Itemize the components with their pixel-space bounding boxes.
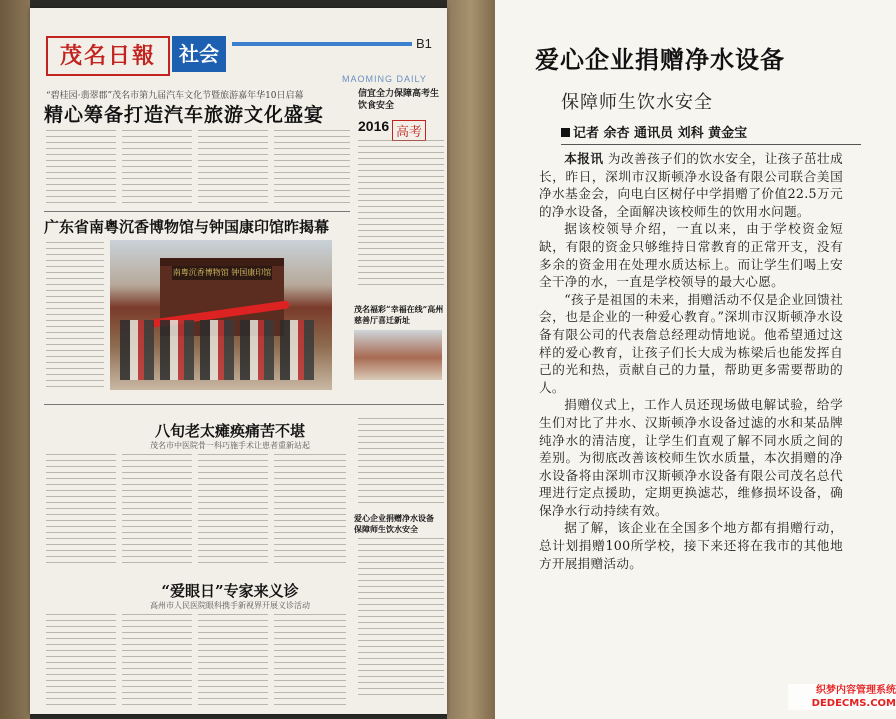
section-name: 社会 — [172, 36, 226, 72]
text-column — [358, 538, 444, 698]
article-body — [539, 150, 843, 572]
gaokao-badge: 高考 — [392, 120, 426, 141]
byline-square-icon — [561, 128, 570, 137]
text-column — [122, 454, 192, 564]
ceremony-photo — [110, 240, 332, 390]
text-column — [274, 130, 350, 208]
text-column — [198, 614, 268, 706]
masthead — [46, 36, 446, 84]
headline-3-sub: 茂名市中医院骨一科巧施手术让患者重新站起 — [150, 441, 310, 450]
text-column — [358, 418, 444, 506]
side-promo: 信宜全力保障高考生饮食安全 — [358, 89, 440, 111]
headline1-kicker: “碧桂园·翡翠郡”茂名市第九届汽车文化节暨旅游嘉年华10日启幕 — [46, 91, 304, 101]
text-column — [46, 130, 116, 208]
byline-text: 记者 余杏 通讯员 刘科 黄金宝 — [573, 126, 748, 141]
article-subtitle: 保障师生饮水安全 — [561, 92, 713, 113]
headline-3: 八旬老太瘫痪痛苦不堪 — [154, 422, 305, 440]
article-lead: 本报讯 — [564, 151, 604, 166]
text-column — [46, 614, 116, 706]
headline-2: 广东省南粤沉香博物馆与钟国康印馆昨揭幕 — [44, 218, 330, 236]
article-paragraph-5: 据了解，该企业在全国多个地方都有捐赠行动，总计划捐赠100所学校，接下来还将在我市的其他地方开展捐赠活动。 — [539, 520, 843, 571]
article-paragraph-4: 捐赠仪式上，工作人员还现场做电解试验，给学生们对比了井水、汉斯顿净水设备过滤的水和某品牌纯净水的清洁度，让学生们直观了解不同水质之间的差别。为彻底改善该校师生饮水质量，本次捐赠的净水设备将由深圳市汉斯顿净水设备有限公司茂名总代理进行定点援助，定期更换滤芯，维修损坏设备，确保净水行动持续有效。 — [539, 397, 843, 518]
article-byline — [561, 122, 861, 145]
text-column — [122, 130, 192, 208]
side-box-2: 爱心企业捐赠净水设备 保障师生饮水安全 — [354, 513, 434, 534]
text-column — [122, 614, 192, 706]
masthead-english: MAOMING DAILY — [342, 74, 427, 84]
text-column — [46, 242, 104, 392]
newspaper-page — [30, 8, 447, 714]
watermark-line-1: 织梦内容管理系统 — [816, 685, 896, 696]
watermark-line-2: DEDECMS.COM — [811, 698, 896, 709]
side-box-1: 茂名福彩“幸福在线”高州慈善厅喜迁新址 — [354, 304, 444, 325]
headline-4-sub: 高州市人民医院眼科携手新视界开展义诊活动 — [150, 601, 310, 610]
text-column — [198, 130, 268, 208]
article-paragraph-3: “孩子是祖国的未来，捐赠活动不仅是企业回馈社会，也是企业的一种爱心教育。”深圳市汉斯顿净水设备有限公司的代表詹总经理动情地说。他希望通过这样的爱心教育，让孩子们长大成为栋梁后也能发挥自己的光和热，贡献自己的力量，帮助更多需要帮助的人。 — [539, 291, 843, 395]
text-column — [358, 140, 444, 290]
wood-background-left — [0, 0, 30, 719]
article-paragraph-1: 为改善孩子们的饮水安全，让孩子茁壮成长，昨日，深圳市汉斯顿净水设备有限公司联合美国净水基金会，向电白区树仔中学捐赠了价值22.5万元的净水设备，全面解决该校师生的饮用水问题。 — [539, 151, 843, 219]
article-paragraph — [539, 150, 843, 220]
article-closeup — [495, 0, 896, 719]
page-number: B1 — [416, 36, 432, 51]
small-photo — [354, 330, 442, 380]
ceremony-guests — [120, 320, 320, 380]
headline-4: “爱眼日”专家来义诊 — [161, 582, 299, 600]
headline-1: 精心筹备打造汽车旅游文化盛宴 — [44, 104, 325, 126]
wood-background-middle — [447, 0, 495, 719]
text-column — [198, 454, 268, 564]
text-column — [46, 454, 116, 564]
year-label: 2016 — [358, 118, 390, 134]
newspaper-logo: 茂名日報 — [46, 36, 170, 76]
text-column — [274, 454, 346, 564]
museum-plaque: 南粤沉香博物馆 钟国康印馆 — [172, 266, 272, 280]
article-title: 爱心企业捐赠净水设备 — [535, 45, 785, 74]
watermark — [788, 684, 896, 710]
divider — [44, 404, 444, 405]
divider — [44, 211, 350, 212]
masthead-rule — [232, 42, 412, 46]
article-paragraph-2: 据该校领导介绍，一直以来，由于学校资金短缺，有限的资金只够维持日常教育的正常开支，没有多余的资金用在处理水质达标上。而让学生们喝上安全干净的水，一直是学校领导的最大心愿。 — [539, 221, 843, 290]
text-column — [274, 614, 346, 706]
